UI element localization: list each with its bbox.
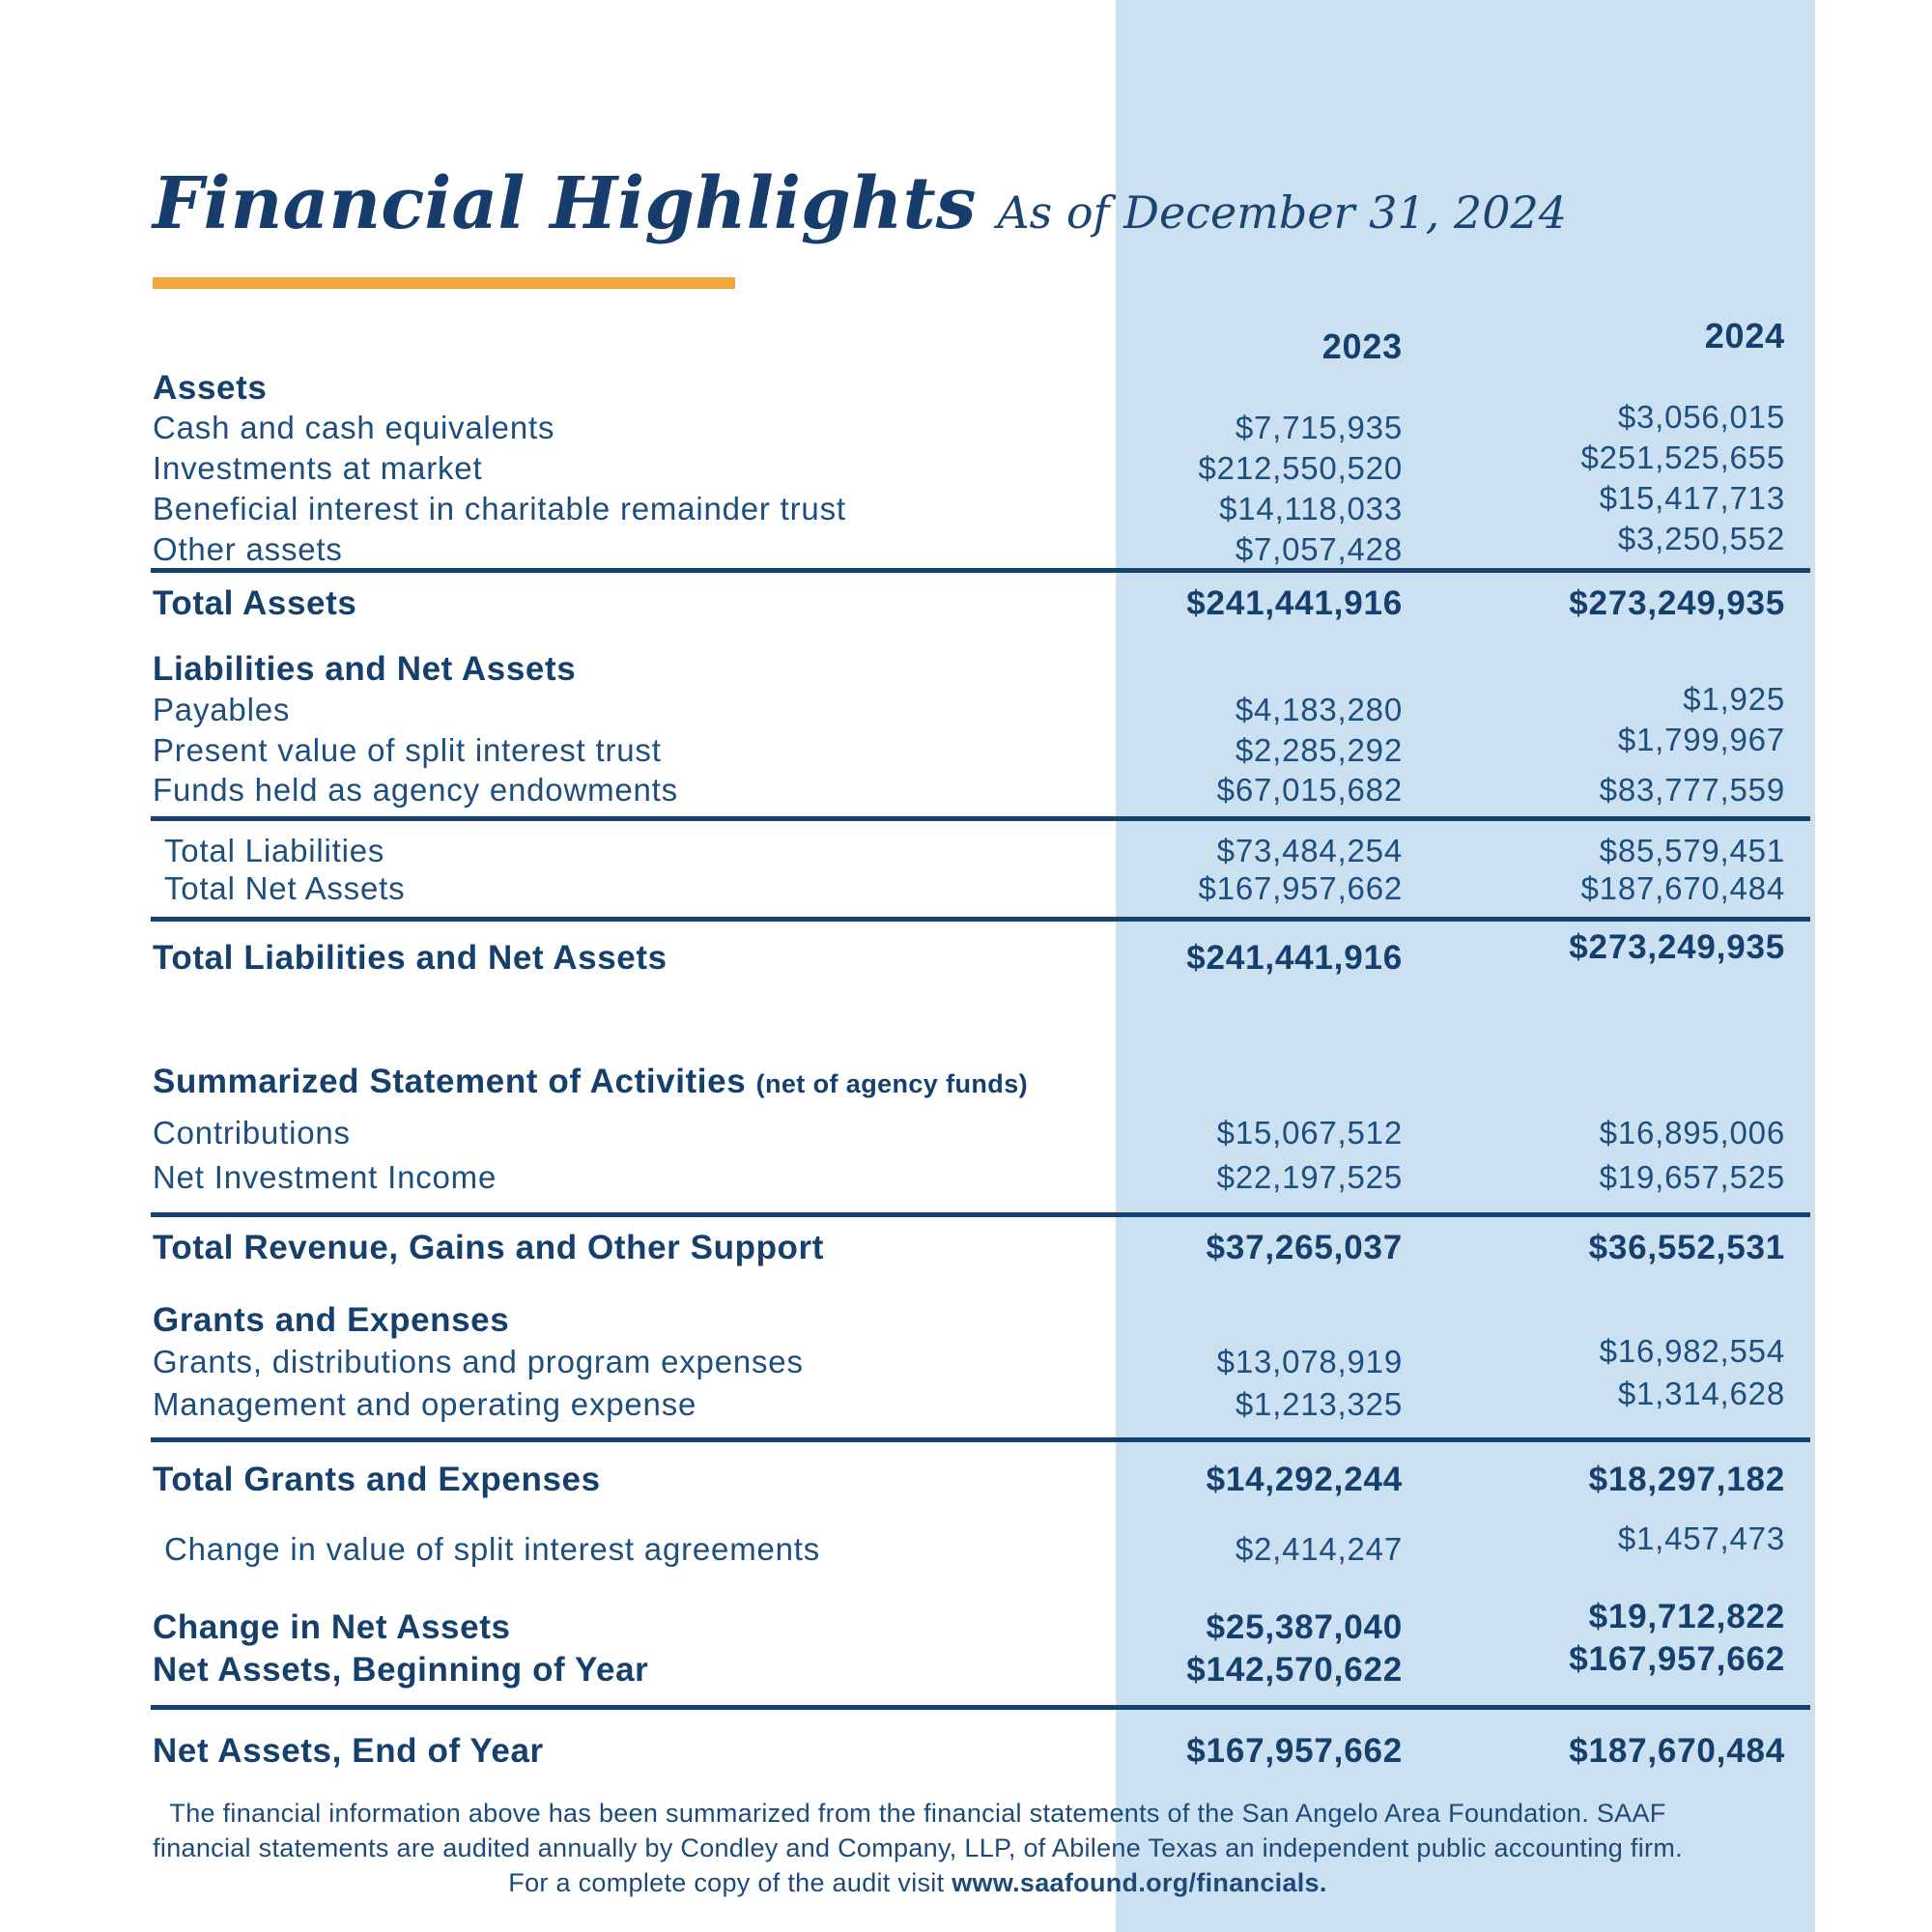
value-2023: $7,057,428 xyxy=(1235,531,1403,567)
section-label-suffix: (net of agency funds) xyxy=(755,1069,1028,1098)
row-label: Contributions xyxy=(153,1115,351,1151)
divider-rule xyxy=(151,568,1810,573)
row-label: Investments at market xyxy=(153,450,483,486)
value-2024: $85,579,451 xyxy=(1599,833,1785,868)
row-label: Total Assets xyxy=(153,584,357,622)
table-row-total-grants-and-expenses xyxy=(0,1461,1932,1503)
value-2024: $36,552,531 xyxy=(1588,1229,1785,1266)
value-2023: $212,550,520 xyxy=(1198,450,1403,486)
value-2023: $241,441,916 xyxy=(1186,939,1403,977)
value-2024: $251,525,655 xyxy=(1580,440,1785,475)
value-2023: $15,067,512 xyxy=(1216,1115,1403,1151)
page-header xyxy=(153,162,1567,245)
value-2023: $167,957,662 xyxy=(1198,870,1403,906)
gold-underline xyxy=(153,277,735,289)
value-2024: $16,982,554 xyxy=(1599,1333,1785,1369)
section-label xyxy=(153,1063,1028,1101)
page-subtitle: As of December 31, 2024 xyxy=(997,186,1567,239)
value-2024: $1,799,967 xyxy=(1617,722,1785,757)
divider-rule xyxy=(151,1437,1810,1442)
value-2024: $187,670,484 xyxy=(1569,1732,1785,1770)
table-row-change-in-value-split-interest xyxy=(0,1520,1932,1574)
row-label: Present value of split interest trust xyxy=(153,732,662,768)
value-2023: $2,285,292 xyxy=(1235,732,1403,768)
section-label: Liabilities and Net Assets xyxy=(153,650,577,688)
row-label: Total Revenue, Gains and Other Support xyxy=(153,1229,825,1266)
section-row-summarized-statement xyxy=(0,1063,1932,1105)
value-2023: $25,387,040 xyxy=(1206,1608,1403,1646)
row-label: Change in Net Assets xyxy=(153,1608,511,1646)
value-2024: $1,314,628 xyxy=(1617,1376,1785,1411)
page-title: Financial Highlights xyxy=(153,162,977,245)
table-row-management-operating-expense xyxy=(0,1376,1932,1429)
footer-line-2: financial statements are audited annually by Condley and Company, LLP, of Abilene Texas an independent public accounting firm. xyxy=(153,1833,1683,1862)
value-2024: $3,056,015 xyxy=(1617,399,1785,435)
table-row-net-investment-income xyxy=(0,1159,1932,1202)
column-header-2024: 2024 xyxy=(1704,316,1785,355)
table-row-total-revenue xyxy=(0,1229,1932,1271)
row-label: Change in value of split interest agreements xyxy=(164,1531,821,1567)
value-2023: $1,213,325 xyxy=(1235,1386,1403,1422)
value-2024: $1,925 xyxy=(1683,681,1785,717)
value-2023: $241,441,916 xyxy=(1186,584,1403,622)
value-2023: $142,570,622 xyxy=(1186,1651,1403,1689)
value-2024: $19,657,525 xyxy=(1599,1159,1785,1195)
column-header-2023: 2023 xyxy=(1321,327,1403,366)
row-label: Management and operating expense xyxy=(153,1386,697,1422)
table-row-net-assets-beginning-of-year xyxy=(0,1640,1932,1693)
value-2023: $13,078,919 xyxy=(1216,1344,1403,1379)
value-2023: $7,715,935 xyxy=(1235,410,1403,445)
section-label: Assets xyxy=(153,369,268,407)
footer-line-3 xyxy=(48,1868,1787,1898)
table-row-total-liabilities-and-net-assets xyxy=(0,928,1932,981)
value-2024: $3,250,552 xyxy=(1617,521,1785,556)
table-row-total-assets xyxy=(0,584,1932,627)
divider-rule xyxy=(151,816,1810,821)
row-label: Cash and cash equivalents xyxy=(153,410,555,445)
value-2024: $187,670,484 xyxy=(1580,870,1785,906)
table-row-funds-held-as-agency-endowments xyxy=(0,772,1932,814)
value-2024: $83,777,559 xyxy=(1599,772,1785,808)
value-2023: $37,265,037 xyxy=(1206,1229,1403,1266)
row-label: Total Net Assets xyxy=(164,870,406,906)
audit-url-link[interactable]: www.saafound.org/financials. xyxy=(952,1868,1327,1897)
table-row-present-value-split-interest-trust xyxy=(0,722,1932,775)
footer-line-3-text: For a complete copy of the audit visit xyxy=(508,1868,952,1897)
section-label-text: Summarized Statement of Activities xyxy=(153,1063,747,1100)
table-row-total-net-assets xyxy=(0,870,1932,913)
divider-rule xyxy=(151,1212,1810,1217)
value-2023: $167,957,662 xyxy=(1186,1732,1403,1770)
divider-rule xyxy=(151,917,1810,922)
row-label: Payables xyxy=(153,692,291,727)
value-2024: $273,249,935 xyxy=(1569,928,1785,966)
row-label: Funds held as agency endowments xyxy=(153,772,678,808)
row-label: Total Liabilities and Net Assets xyxy=(153,939,668,977)
value-2024: $167,957,662 xyxy=(1569,1640,1785,1678)
table-row-contributions xyxy=(0,1115,1932,1157)
value-2023: $67,015,682 xyxy=(1216,772,1403,808)
footer-line-1: The financial information above has been summarized from the financial statements of the San Angelo Area Foundation. SAAF xyxy=(169,1799,1666,1828)
section-label: Grants and Expenses xyxy=(153,1301,510,1339)
column-header-row xyxy=(0,316,1932,369)
value-2024: $16,895,006 xyxy=(1599,1115,1785,1151)
divider-rule xyxy=(151,1705,1810,1710)
value-2023: $14,118,033 xyxy=(1219,491,1403,526)
row-label: Total Liabilities xyxy=(164,833,385,868)
value-2024: $1,457,473 xyxy=(1617,1520,1785,1556)
row-label: Net Assets, End of Year xyxy=(153,1732,544,1770)
value-2024: $273,249,935 xyxy=(1569,584,1785,622)
value-2023: $4,183,280 xyxy=(1235,692,1403,727)
row-label: Grants, distributions and program expenses xyxy=(153,1344,804,1379)
row-label: Other assets xyxy=(153,531,343,567)
value-2023: $2,414,247 xyxy=(1235,1531,1403,1567)
row-label: Beneficial interest in charitable remainder trust xyxy=(153,491,846,526)
table-row-total-liabilities xyxy=(0,833,1932,875)
row-label: Net Investment Income xyxy=(153,1159,497,1195)
row-label: Net Assets, Beginning of Year xyxy=(153,1651,649,1689)
table-row-net-assets-end-of-year xyxy=(0,1732,1932,1775)
value-2024: $15,417,713 xyxy=(1599,480,1785,516)
row-label: Total Grants and Expenses xyxy=(153,1461,601,1498)
value-2024: $19,712,822 xyxy=(1588,1598,1785,1635)
value-2023: $14,292,244 xyxy=(1206,1461,1403,1498)
value-2023: $73,484,254 xyxy=(1216,833,1403,868)
value-2024: $18,297,182 xyxy=(1588,1461,1785,1498)
value-2023: $22,197,525 xyxy=(1216,1159,1403,1195)
